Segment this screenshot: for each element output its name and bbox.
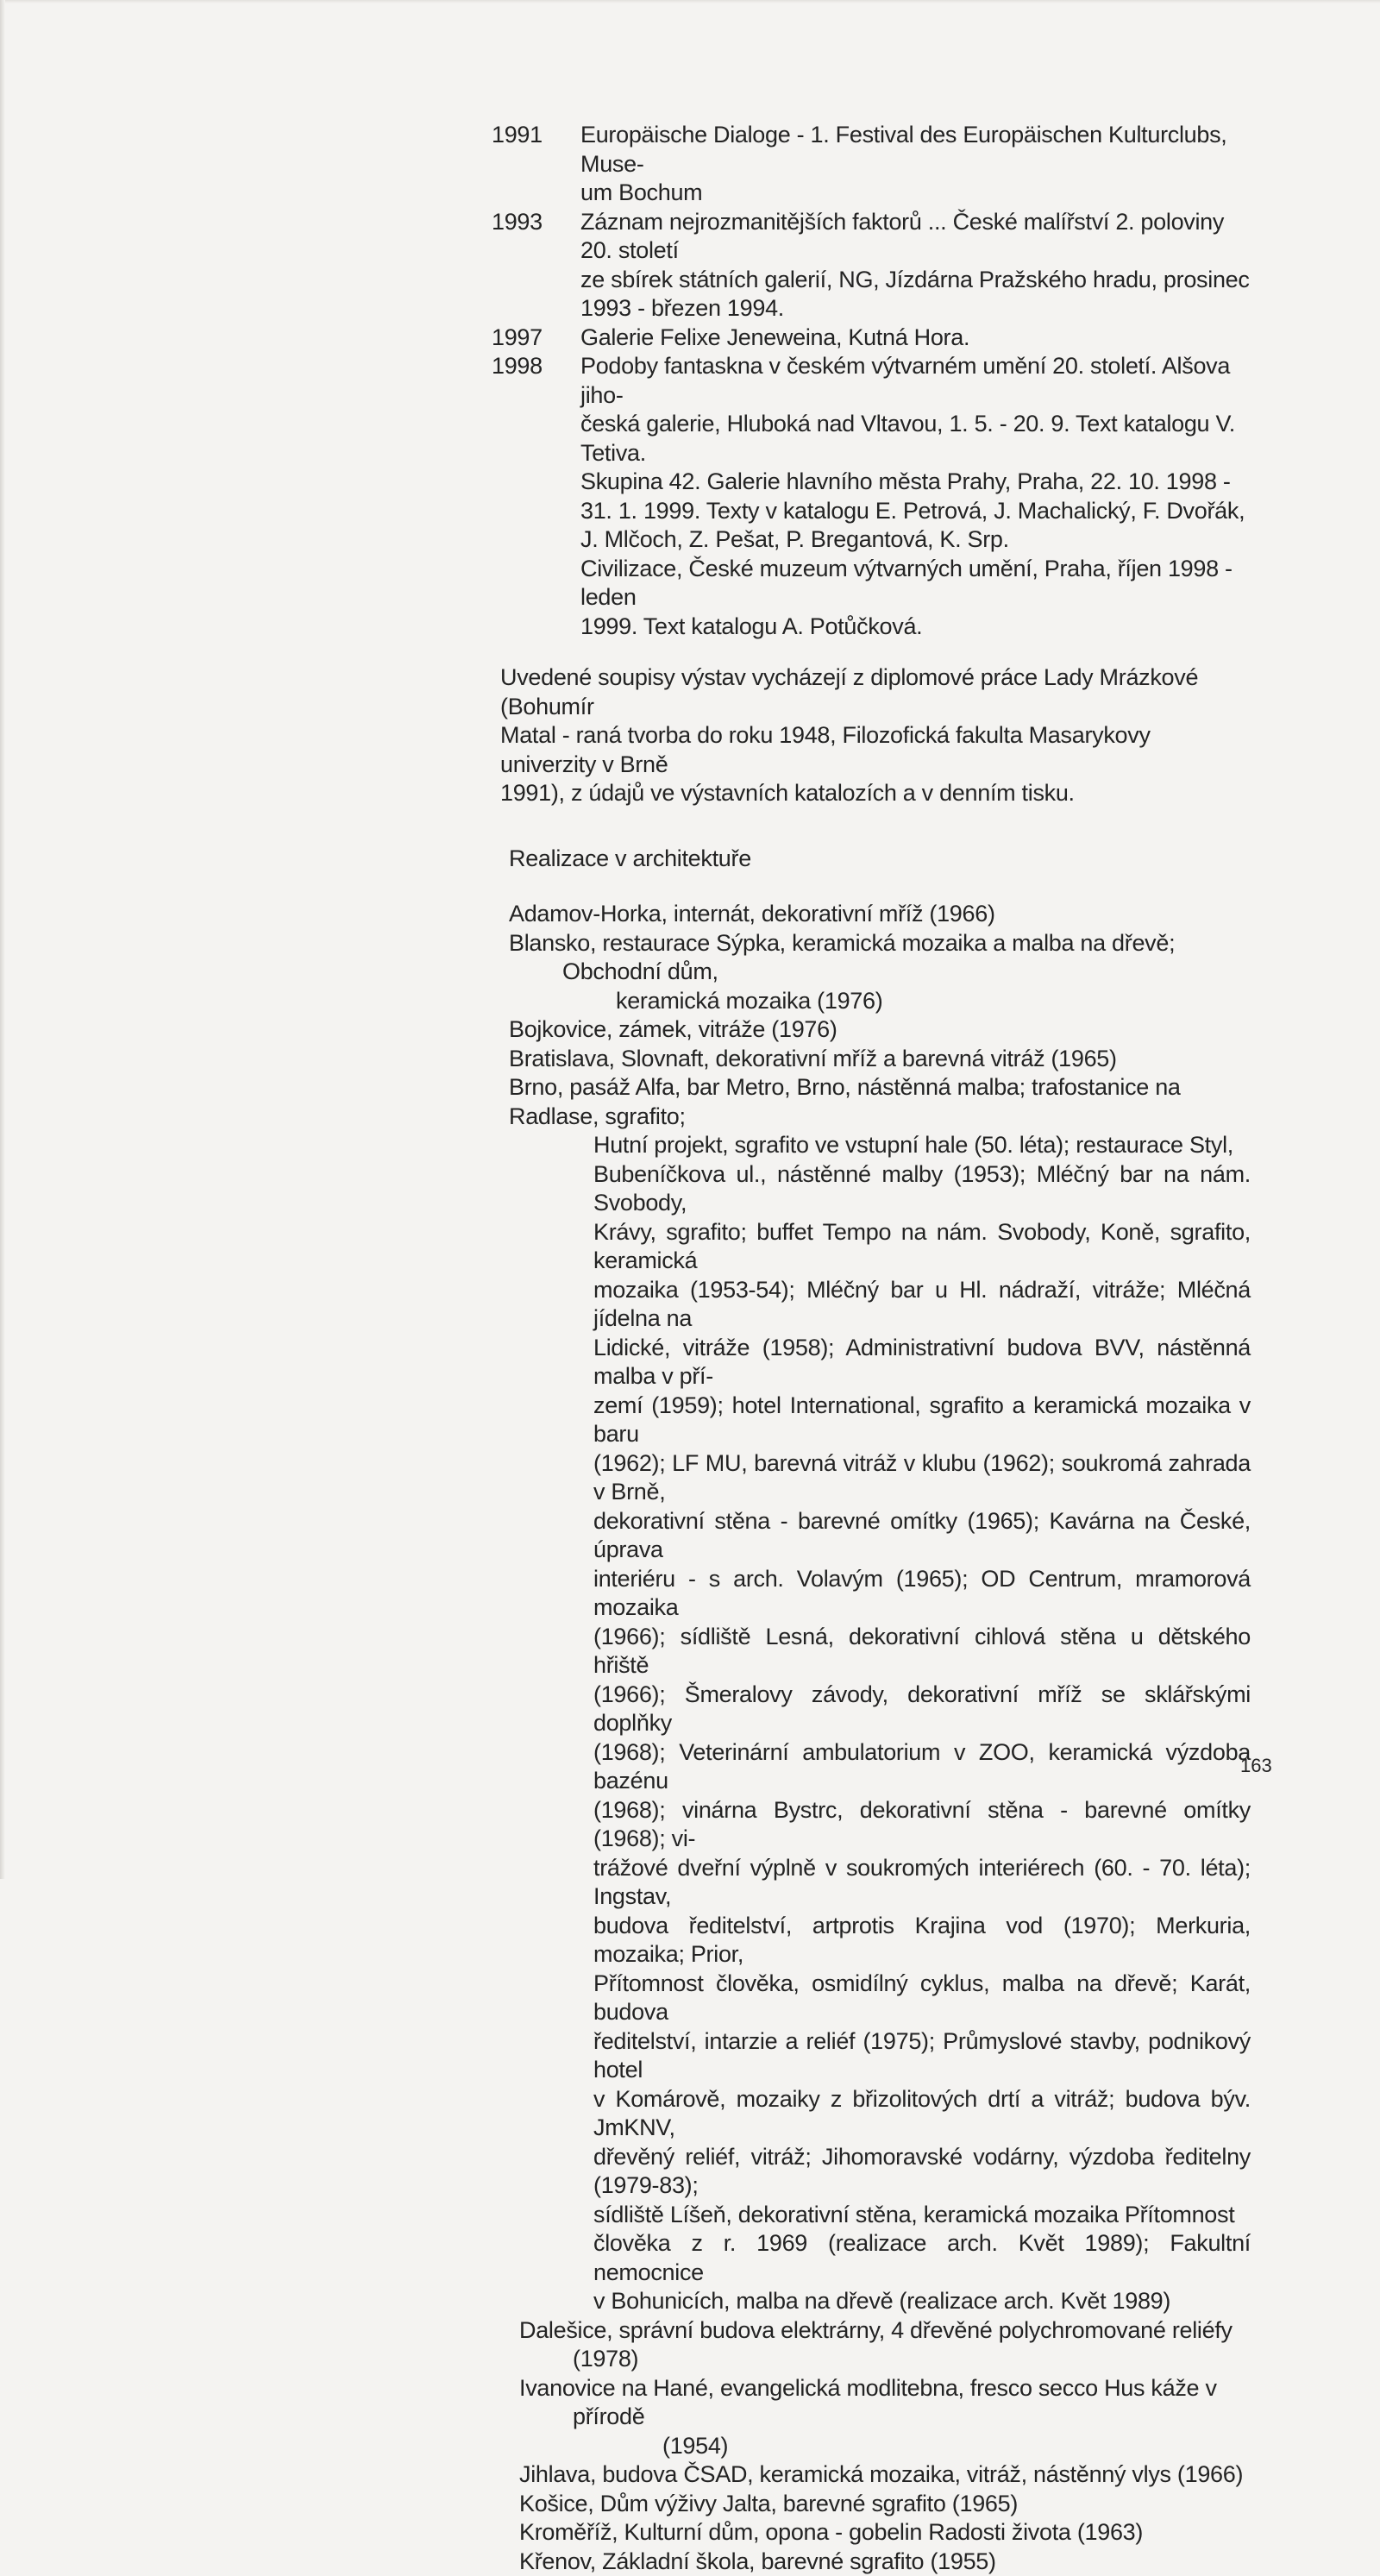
realization-line: Kroměříž, Kulturní dům, opona - gobelin Radosti života (1963) (573, 2518, 1251, 2548)
realization-line: dřevěný reliéf, vitráž; Jihomoravské vodárny, výzdoba ředitelny (1979-83); (593, 2143, 1251, 2201)
realization-line: budova ředitelství, artprotis Krajina vod (1970); Merkuria, mozaika; Prior, (593, 1912, 1251, 1970)
note-line: Uvedené soupisy výstav vycházejí z diplomové práce Lady Mrázkové (Bohumír (500, 663, 1251, 721)
exhibition-text (580, 324, 1251, 353)
realization-line: zemí (1959); hotel International, sgrafito a keramická mozaika v baru (593, 1392, 1251, 1449)
realization-line: Krávy, sgrafito; buffet Tempo na nám. Svobody, Koně, sgrafito, keramická (593, 1218, 1251, 1276)
exhibition-line: um Bochum (580, 179, 1251, 208)
realization-entry (519, 2374, 1251, 2461)
realization-entry (519, 2490, 1251, 2519)
exhibition-line: Galerie Felixe Jeneweina, Kutná Hora. (580, 324, 1251, 353)
exhibitions-list (492, 121, 1251, 641)
exhibition-line: 1993 - březen 1994. (580, 294, 1251, 324)
realization-line: Jihlava, budova ČSAD, keramická mozaika, vitráž, nástěnný vlys (1966) (573, 2460, 1251, 2490)
exhibition-line: Skupina 42. Galerie hlavního města Prahy, Praha, 22. 10. 1998 - (580, 468, 1251, 497)
exhibition-line: Europäische Dialoge - 1. Festival des Europäischen Kulturclubs, Muse- (580, 121, 1251, 179)
exhibition-entry (492, 208, 1251, 324)
exhibition-line: ze sbírek státních galerií, NG, Jízdárna Pražského hradu, prosinec (580, 266, 1251, 295)
realization-line: (1962); LF MU, barevná vitráž v klubu (1962); soukromá zahrada v Brně, (593, 1449, 1251, 1507)
exhibition-text (580, 121, 1251, 208)
realization-line: Bojkovice, zámek, vitráže (1976) (562, 1015, 1251, 1045)
exhibition-year: 1998 (492, 352, 580, 381)
exhibition-line: Podoby fantaskna v českém výtvarném umění 20. století. Alšova jiho- (580, 352, 1251, 410)
realization-line: Křenov, Základní škola, barevné sgrafito (1955) (573, 2548, 1251, 2576)
realization-entry (519, 2460, 1251, 2490)
page-content (492, 121, 1251, 2576)
realization-entry (509, 1045, 1251, 1074)
realization-entry (519, 2316, 1251, 2374)
realization-line: Bubeníčkova ul., nástěnné malby (1953); Mléčný bar na nám. Svobody, (593, 1160, 1251, 1218)
exhibition-line: 1999. Text katalogu A. Potůčková. (580, 613, 1251, 642)
realization-line: v Bohunicích, malba na dřevě (realizace arch. Květ 1989) (593, 2287, 1251, 2316)
sources-note (492, 663, 1251, 808)
realization-entry (509, 900, 1251, 929)
exhibition-text (580, 352, 1251, 641)
realization-entry-brno (509, 1073, 1251, 2316)
realization-line: Bratislava, Slovnaft, dekorativní mříž a barevná vitráž (1965) (562, 1045, 1251, 1074)
realization-line: (1968); Veterinární ambulatorium v ZOO, keramická výzdoba bazénu (593, 1738, 1251, 1796)
realization-line: Košice, Dům výživy Jalta, barevné sgrafito (1965) (573, 2490, 1251, 2519)
realization-line: Blansko, restaurace Sýpka, keramická mozaika a malba na dřevě; Obchodní dům, (562, 929, 1251, 987)
realization-line: dekorativní stěna - barevné omítky (1965); Kavárna na České, úprava (593, 1507, 1251, 1565)
realization-line: (1968); vinárna Bystrc, dekorativní stěna - barevné omítky (1968); vi- (593, 1796, 1251, 1854)
realization-line: sídliště Líšeň, dekorativní stěna, keramická mozaika Přítomnost (593, 2201, 1251, 2230)
realization-line: Hutní projekt, sgrafito ve vstupní hale (50. léta); restaurace Styl, (593, 1131, 1251, 1160)
realization-line: Brno, pasáž Alfa, bar Metro, Brno, nástěnná malba; trafostanice na Radlase, sgrafito; (509, 1073, 1251, 1131)
realizations-list (492, 900, 1251, 2576)
exhibition-line: Záznam nejrozmanitějších faktorů ... České malířství 2. poloviny 20. století (580, 208, 1251, 266)
exhibition-entry (492, 352, 1251, 641)
realization-line: (1954) (573, 2432, 1251, 2461)
exhibition-year: 1993 (492, 208, 580, 237)
page-top-edge (0, 0, 1380, 3)
exhibition-text (580, 208, 1251, 324)
exhibition-line: J. Mlčoch, Z. Pešat, P. Bregantová, K. Srp. (580, 525, 1251, 555)
realization-line: Adamov-Horka, internát, dekorativní mříž (1966) (562, 900, 1251, 929)
realization-line: ředitelství, intarzie a reliéf (1975); Průmyslové stavby, podnikový hotel (593, 2027, 1251, 2085)
realization-line: v Komárově, mozaiky z břizolitových drtí a vitráž; budova býv. JmKNV, (593, 2085, 1251, 2143)
page-number: 163 (1240, 1755, 1272, 1777)
realization-line: mozaika (1953-54); Mléčný bar u Hl. nádraží, vitráže; Mléčná jídelna na (593, 1276, 1251, 1334)
realization-line: Lidické, vitráže (1958); Administrativní budova BVV, nástěnná malba v pří- (593, 1334, 1251, 1392)
realization-line: Ivanovice na Hané, evangelická modlitebna, fresco secco Hus káže v přírodě (573, 2374, 1251, 2432)
section-heading: Realizace v architektuře (492, 845, 1251, 874)
realization-line: Přítomnost člověka, osmidílný cyklus, malba na dřevě; Karát, budova (593, 1970, 1251, 2027)
exhibition-line: česká galerie, Hluboká nad Vltavou, 1. 5. - 20. 9. Text katalogu V. Tetiva. (580, 410, 1251, 468)
exhibition-line: Civilizace, České muzeum výtvarných umění, Praha, říjen 1998 - leden (580, 555, 1251, 613)
page-binding-edge (0, 0, 5, 1879)
brno-details (509, 1131, 1251, 2316)
exhibition-year: 1997 (492, 324, 580, 353)
realization-line: (1966); Šmeralovy závody, dekorativní mříž se sklářskými doplňky (593, 1681, 1251, 1738)
realization-line: člověka z r. 1969 (realizace arch. Květ 1989); Fakultní nemocnice (593, 2229, 1251, 2287)
realization-entry (509, 1015, 1251, 1045)
realization-entry (519, 2548, 1251, 2576)
exhibition-line: 31. 1. 1999. Texty v katalogu E. Petrová, J. Machalický, F. Dvořák, (580, 497, 1251, 526)
exhibition-entry (492, 121, 1251, 208)
note-line: Matal - raná tvorba do roku 1948, Filozofická fakulta Masarykovy univerzity v Brně (500, 721, 1251, 779)
realization-line: interiéru - s arch. Volavým (1965); OD Centrum, mramorová mozaika (593, 1565, 1251, 1623)
exhibition-year: 1991 (492, 121, 580, 150)
realization-line: trážové dveřní výplně v soukromých interiérech (60. - 70. léta); Ingstav, (593, 1854, 1251, 1912)
realization-entry (509, 929, 1251, 1016)
note-line: 1991), z údajů ve výstavních katalozích a v denním tisku. (500, 779, 1251, 808)
realization-line: keramická mozaika (1976) (562, 987, 1251, 1016)
realization-line: (1966); sídliště Lesná, dekorativní cihlová stěna u dětského hřiště (593, 1623, 1251, 1681)
exhibition-entry (492, 324, 1251, 353)
realization-line: Dalešice, správní budova elektrárny, 4 dřevěné polychromované reliéfy (1978) (573, 2316, 1251, 2374)
realization-entry (519, 2518, 1251, 2548)
